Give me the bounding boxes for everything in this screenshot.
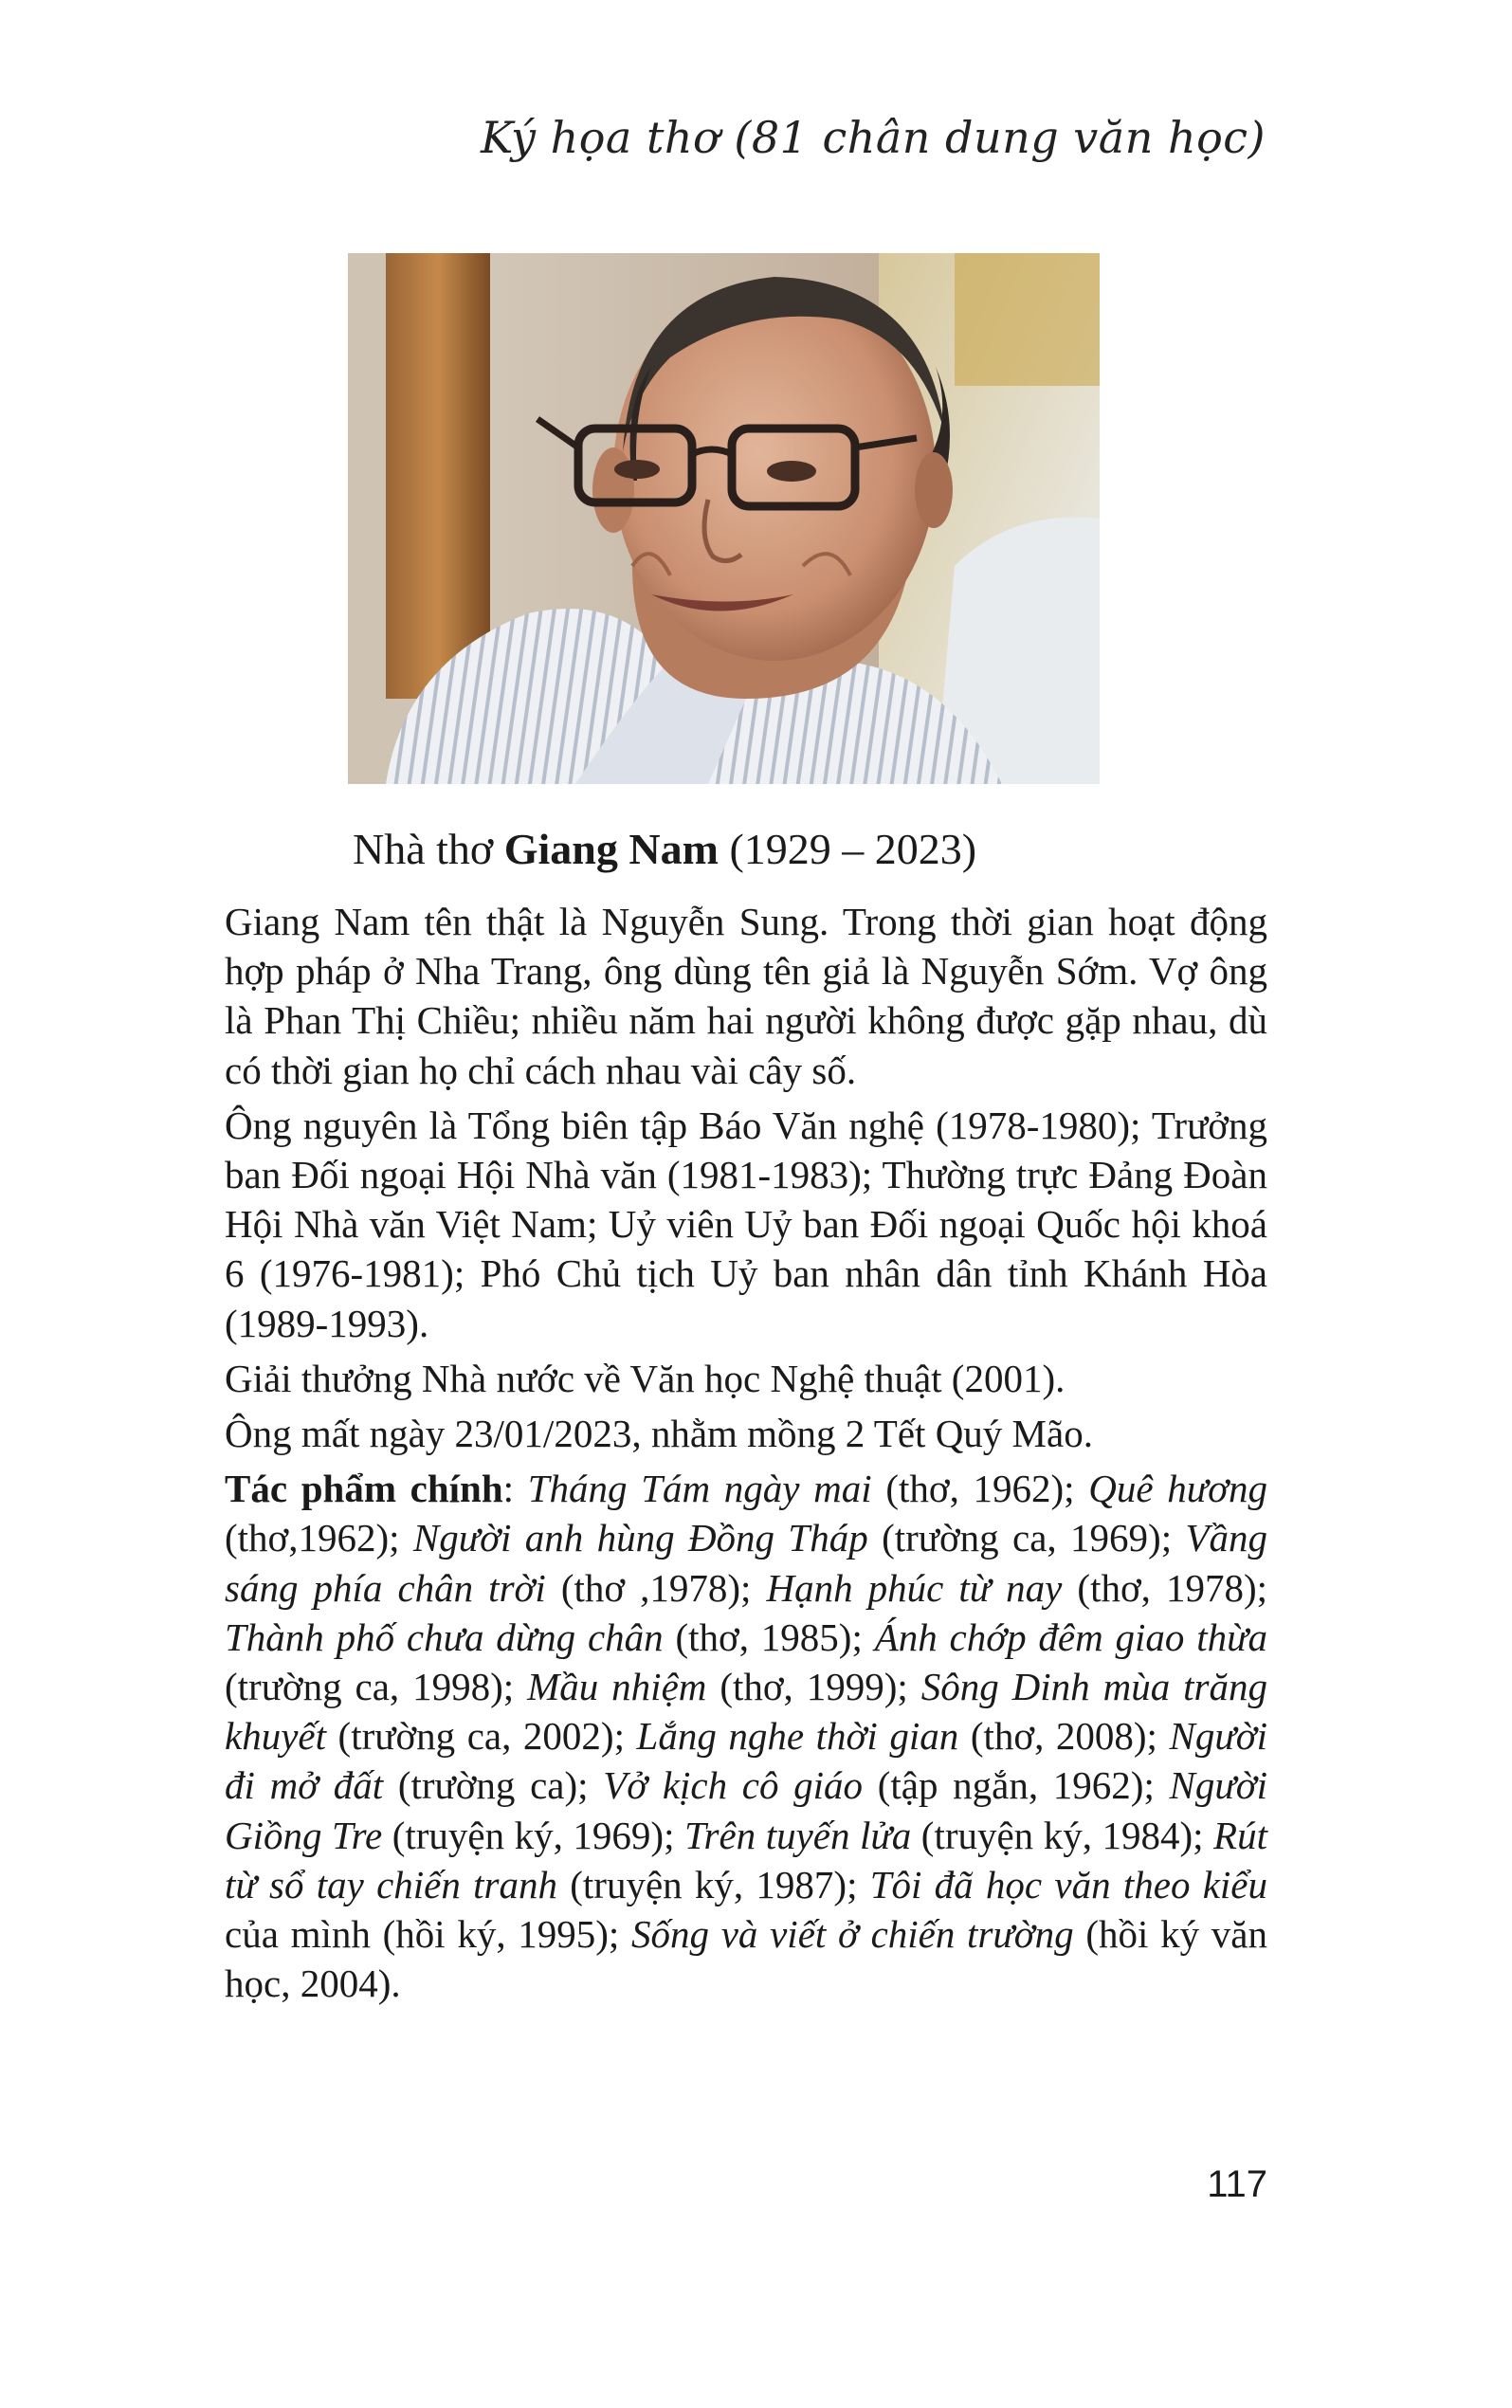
- work-info: (truyện ký, 1987);: [556, 1862, 870, 1906]
- work-info: (thơ, 1985);: [663, 1614, 875, 1659]
- works-label: Tác phẩm chính: [225, 1467, 503, 1511]
- caption-years: (1929 – 2023): [718, 825, 977, 873]
- work-title: Trên tuyến lửa: [683, 1813, 912, 1857]
- work-info: (thơ,1962);: [225, 1516, 413, 1560]
- work-info: (thơ, 1962);: [871, 1467, 1089, 1511]
- work-title: Mầu nhiệm: [527, 1665, 707, 1709]
- bio-death: Ông mất ngày 23/01/2023, nhằm mồng 2 Tết Quý Mão.: [225, 1412, 1093, 1456]
- running-header: Ký họa thơ (81 chân dung văn học): [481, 112, 1266, 163]
- work-title: Người anh hùng Đồng Tháp: [412, 1516, 868, 1560]
- work-info: (thơ, 2008);: [958, 1714, 1170, 1759]
- work-title: Sống và viết ở chiến trường: [631, 1912, 1074, 1957]
- biography: [225, 897, 1267, 2008]
- work-title: Vở kịch cô giáo: [603, 1763, 864, 1808]
- work-info: (hồi ký văn học, 2004).: [225, 1912, 1267, 2006]
- work-info: (truyện ký, 1969);: [382, 1813, 684, 1857]
- work-title: Ánh chớp đêm giao thừa: [874, 1614, 1267, 1659]
- work-title: Rút từ sổ tay chiến tranh: [225, 1813, 1267, 1906]
- work-info: (trường ca, 1998);: [225, 1665, 528, 1709]
- work-info: (thơ, 1978);: [1062, 1565, 1268, 1610]
- work-info: (truyện ký, 1984);: [911, 1813, 1214, 1857]
- work-info: (trường ca);: [383, 1763, 604, 1808]
- portrait-photo: [348, 253, 1100, 784]
- work-title: Người Giồng Tre: [225, 1763, 1267, 1857]
- work-title: Tháng Tám ngày mai: [527, 1467, 872, 1511]
- work-info: của mình (hồi ký, 1995);: [225, 1912, 632, 1957]
- work-title: Sông Dinh mùa trăng khuyết: [225, 1665, 1267, 1759]
- portrait-illustration: [348, 253, 1100, 784]
- work-info: (thơ ,1978);: [545, 1565, 767, 1610]
- bio-paragraph-2: Ông nguyên là Tổng biên tập Báo Văn nghệ (1978-1980); Trưởng ban Đối ngoại Hội Nhà văn (1981-1983); Thường trực Đảng Đoàn Hội Nhà văn Việt Nam; Uỷ viên Uỷ ban Đối ngoại Quốc hội khoá 6 (1976-1981); Phó Chủ tịch Uỷ ban nhân dân tỉnh Khánh Hòa (1989-1993).: [225, 1103, 1267, 1345]
- caption-prefix: Nhà thơ: [353, 825, 504, 873]
- work-info: (trường ca, 1969);: [867, 1516, 1186, 1560]
- work-info: (tập ngắn, 1962);: [863, 1763, 1170, 1808]
- bio-award: Giải thưởng Nhà nước về Văn học Nghệ thuật (2001).: [225, 1356, 1066, 1400]
- bio-paragraph-1: Giang Nam tên thật là Nguyễn Sung. Trong thời gian hoạt động hợp pháp ở Nha Trang, ông dùng tên giả là Nguyễn Sớm. Vợ ông là Phan Thị Chiều; nhiều năm hai người không được gặp nhau, dù có thời gian họ chỉ cách nhau vài cây số.: [225, 900, 1267, 1092]
- page-number: 117: [1207, 2163, 1267, 2205]
- work-title: Thành phố chưa dừng chân: [225, 1614, 664, 1659]
- work-title: Hạnh phúc từ nay: [766, 1565, 1063, 1610]
- works-colon: :: [502, 1467, 528, 1511]
- work-title: Người đi mở đất: [225, 1714, 1267, 1808]
- poet-name: Giang Nam: [503, 825, 719, 873]
- work-info: (thơ, 1999);: [706, 1665, 921, 1709]
- work-title: Quê hương: [1088, 1467, 1267, 1511]
- work-info: (trường ca, 2002);: [325, 1714, 637, 1759]
- work-title: Tôi đã học văn theo kiểu: [869, 1862, 1267, 1906]
- work-title: Lắng nghe thời gian: [636, 1714, 959, 1759]
- work-title: Vầng sáng phía chân trời: [225, 1516, 1267, 1610]
- photo-caption: [353, 823, 976, 876]
- major-works: [225, 1464, 1267, 2008]
